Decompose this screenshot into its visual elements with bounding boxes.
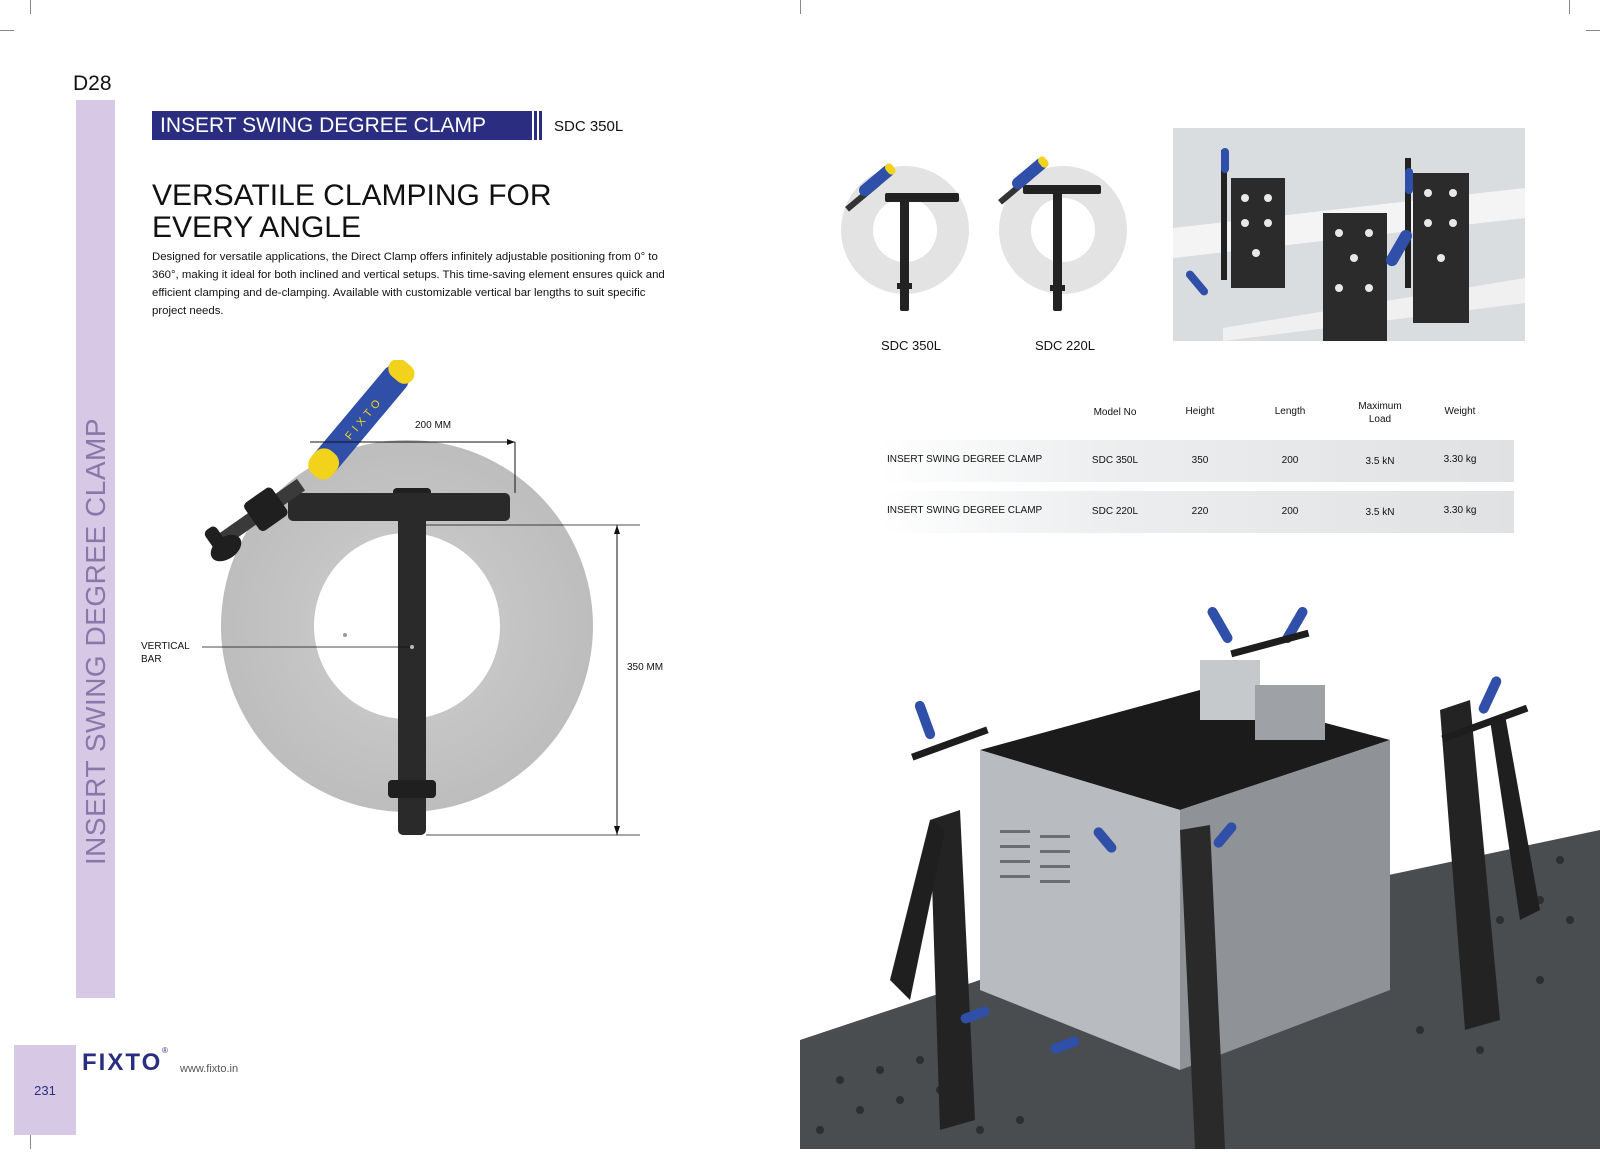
title-bar: INSERT SWING DEGREE CLAMP <box>152 111 532 140</box>
clamp-diagram-svg <box>130 360 670 880</box>
cell-model: SDC 220L <box>1091 506 1139 517</box>
cell-length: 200 <box>1281 506 1299 517</box>
model-label: SDC 350L <box>554 118 624 135</box>
description: Designed for versatile applications, the Direct Clamp offers infinitely adjustable positioning from 0° to 360°, making it ideal for both inclined and vertical setups. This time-saving element ensures quick and efficient clamping and de-clamping. Available with customizable vertical bar lengths to suit specific project needs. <box>152 251 665 317</box>
header-load <box>1340 400 1420 426</box>
cell-load: 3.5 kN <box>1365 507 1395 518</box>
website-link[interactable]: www.fixto.in <box>180 1063 239 1075</box>
width-dimension-label: 200 MM <box>415 420 452 431</box>
header-weight: Weight <box>1444 406 1476 417</box>
page-number: 231 <box>34 1083 56 1098</box>
cell-height: 220 <box>1191 506 1209 517</box>
variant-thumb-220-svg <box>993 135 1133 325</box>
variant-thumb-350 <box>835 135 975 330</box>
page-code: D28 <box>73 72 112 95</box>
vertical-bar-label-line1: VERTICAL <box>141 641 190 652</box>
variant-label-220: SDC 220L <box>1035 338 1095 353</box>
variant-thumb-220 <box>993 135 1133 330</box>
crop-mark <box>1586 30 1600 31</box>
side-title: INSERT SWING DEGREE CLAMP <box>79 418 111 866</box>
fixture-photo <box>800 600 1600 1149</box>
brand-logo: FIXTO <box>82 1049 163 1076</box>
height-dimension-label: 350 MM <box>627 662 664 673</box>
cell-length: 200 <box>1281 455 1299 466</box>
crop-mark <box>800 0 801 14</box>
crop-mark <box>30 1135 31 1149</box>
side-band <box>76 100 115 998</box>
variant-label-350: SDC 350L <box>881 338 941 353</box>
table-row <box>880 491 1514 533</box>
header-load-line1: Maximum <box>1358 401 1402 412</box>
cell-height: 350 <box>1191 455 1209 466</box>
crop-mark <box>30 0 31 14</box>
vertical-bar-label <box>141 640 190 666</box>
cell-weight: 3.30 kg <box>1443 454 1477 465</box>
application-photo-svg <box>1173 128 1525 341</box>
horizontal-arm-shape <box>288 493 510 521</box>
handle-brand-text: FIXTO <box>343 394 386 443</box>
registered-mark: ® <box>162 1046 168 1055</box>
cell-name: INSERT SWING DEGREE CLAMP <box>887 454 1043 465</box>
application-photo <box>1173 128 1525 341</box>
variant-thumb-350-svg <box>835 135 975 325</box>
headline-line2: EVERY ANGLE <box>152 211 362 244</box>
title-bar-stripe <box>539 111 542 140</box>
cell-weight: 3.30 kg <box>1443 505 1477 516</box>
header-height: Height <box>1185 406 1215 417</box>
fixture-photo-svg <box>800 600 1600 1149</box>
cell-name: INSERT SWING DEGREE CLAMP <box>887 505 1043 516</box>
header-load-line2: Load <box>1368 414 1392 425</box>
header-model: Model No <box>1093 407 1137 418</box>
title-bar-stripe <box>534 111 537 140</box>
header-length: Length <box>1274 406 1306 417</box>
headline-line1: VERSATILE CLAMPING FOR <box>152 179 552 212</box>
clamp-diagram <box>130 360 670 885</box>
table-row <box>880 440 1514 482</box>
cell-model: SDC 350L <box>1091 455 1139 466</box>
crop-mark <box>0 30 14 31</box>
cell-load: 3.5 kN <box>1365 456 1395 467</box>
headline <box>152 180 552 244</box>
crop-mark <box>1569 0 1570 14</box>
vertical-bar-label-line2: BAR <box>141 654 162 665</box>
